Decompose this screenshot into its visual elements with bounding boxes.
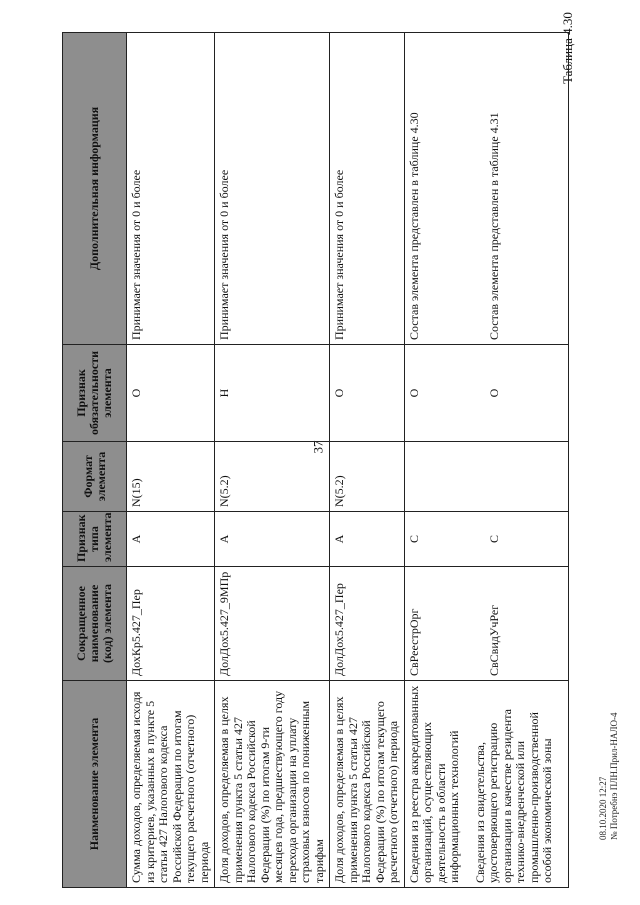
cell-info-text: Состав элемента представлен в таблице 4.30 — [406, 112, 421, 340]
footer-stamp-doc: № Потребнэ ПЛН.Прил-НАЛО-4 — [609, 712, 619, 840]
header-name: Наименование элемента — [63, 681, 127, 888]
footer-stamp — [598, 712, 620, 840]
cell-format: N(15) — [127, 442, 215, 512]
cell-required-text-2: О — [486, 388, 501, 398]
cell-info: Принимает значения от 0 и более — [215, 33, 330, 345]
table-header-row — [63, 33, 127, 888]
cell-type — [404, 512, 568, 567]
rotated-table-container — [62, 33, 556, 888]
cell-code: ДолДох5.427_9МПр — [215, 567, 330, 681]
elements-table — [62, 32, 569, 888]
header-type: Признак типа элемента — [63, 512, 127, 567]
header-format: Формат элемента — [63, 442, 127, 512]
cell-name: Доля доходов, определяемая в целях применения пункта 5 статьи 427 Налогового кодекса Российской Федерации (%) по итогам текущего расчетного (отчетного) периода — [330, 681, 405, 888]
cell-code-text-2: СвСвидУчРег — [486, 604, 501, 676]
cell-info — [404, 33, 568, 345]
cell-required — [404, 345, 568, 442]
table-row — [127, 33, 215, 888]
cell-info-text-2: Состав элемента представлен в таблице 4.31 — [486, 112, 501, 340]
cell-name — [404, 681, 568, 888]
table-caption: Таблица 4.30 — [560, 12, 575, 84]
cell-required-text: О — [406, 388, 421, 398]
table-row — [215, 33, 330, 888]
header-required: Признак обязательности элемента — [63, 345, 127, 442]
cell-name-text: Сведения из реестра аккредитованных организаций, осуществляющих деятельность в области информационных технологий — [406, 685, 461, 883]
table-row — [330, 33, 405, 888]
cell-required: Н — [215, 345, 330, 442]
cell-format-text — [408, 446, 488, 507]
cell-format: N(5.2) — [330, 442, 405, 512]
header-code: Сокращенное наименование (код) элемента — [63, 567, 127, 681]
table-row — [404, 33, 568, 888]
header-info: Дополнительная информация — [63, 33, 127, 345]
cell-code: ДохКр5.427_Пер — [127, 567, 215, 681]
cell-type: А — [215, 512, 330, 567]
footer-stamp-date: 08.10.2020 12:27 — [598, 776, 608, 840]
cell-name: Доля доходов, определяемая в целях применения пункта 5 статьи 427 Налогового кодекса Российской Федерации (%) по итогам 9-ти месяцев года, предшествующего году перехода организации на уплату страховых взносов по пониженным тарифам — [215, 681, 330, 888]
cell-info: Принимает значения от 0 и более — [330, 33, 405, 345]
cell-code — [404, 567, 568, 681]
cell-required: О — [127, 345, 215, 442]
cell-type-text: С — [406, 535, 421, 544]
cell-code-text: СвРеестрОрг — [406, 608, 421, 676]
cell-required: О — [330, 345, 405, 442]
page-number: 37 — [310, 440, 326, 454]
cell-type-text-2: С — [486, 535, 501, 544]
cell-format: N(5.2) — [215, 442, 330, 512]
cell-code: ДолДох5.427_Пер — [330, 567, 405, 681]
cell-type: А — [127, 512, 215, 567]
cell-name: Сумма доходов, определяемая исходя из критериев, указанных в пункте 5 статьи 427 Налогового кодекса Российской Федерации по итогам текущего расчетного (отчетного) периода — [127, 681, 215, 888]
cell-format — [404, 442, 568, 512]
cell-info: Принимает значения от 0 и более — [127, 33, 215, 345]
cell-name-text-2: Сведения из свидетельства, удостоверяющего регистрацию организации в качестве резидента технико-внедренческой или промышленно-производственной особой экономической зоны — [472, 709, 554, 883]
cell-type: А — [330, 512, 405, 567]
